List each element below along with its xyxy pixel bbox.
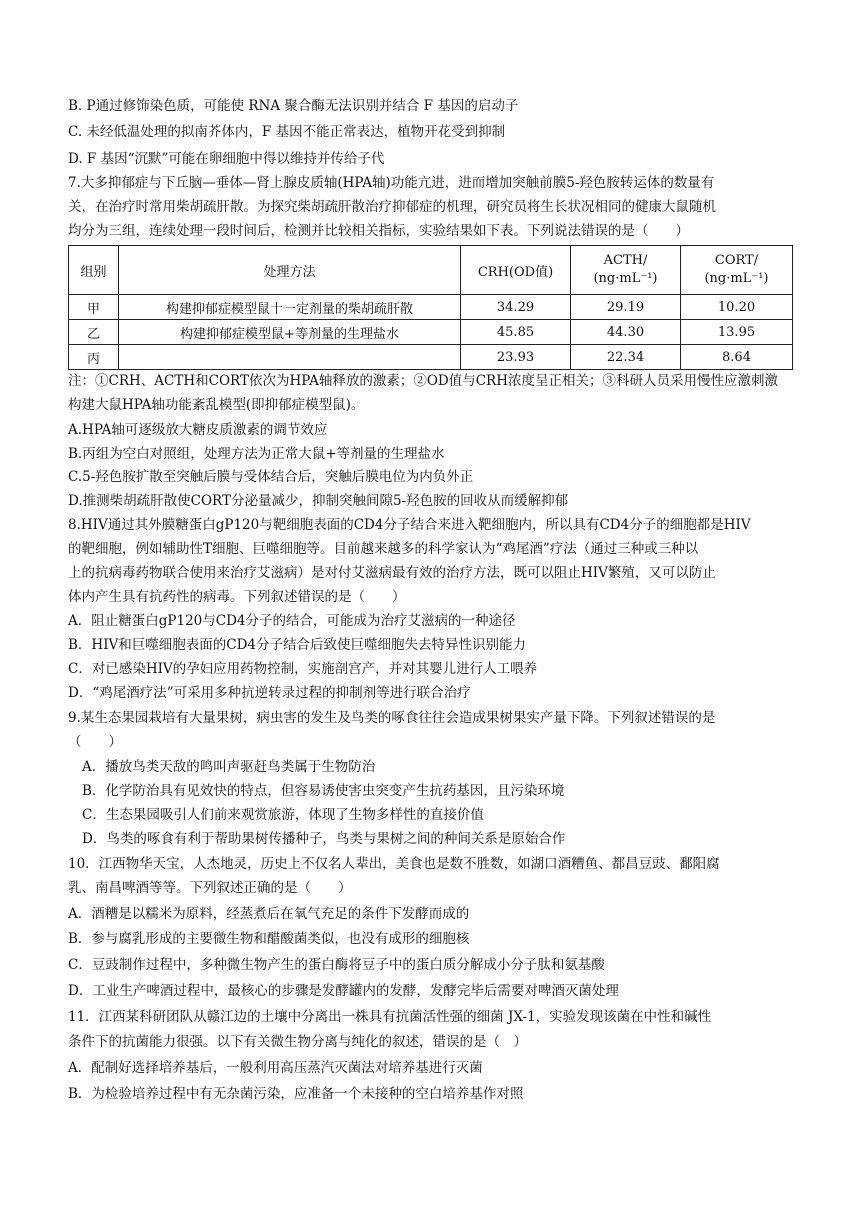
question-10-line: 乳、南昌啤酒等等。下列叙述正确的是（ ） [68,880,352,896]
option-line: A．阻止糖蛋白gP120与CD4分子的结合，可能成为治疗艾滋病的一种途径 [68,613,516,629]
question-11-line: 条件下的抗菌能力很强。以下有关微生物分离与纯化的叙述，错误的是（ ） [68,1034,527,1050]
cell-method [119,345,461,370]
table-row [69,345,793,370]
question-8-line: 上的抗病毒药物联合使用来治疗艾滋病）是对付艾滋病最有效的治疗方法，既可以阻止HIV繁殖，又可以防止 [68,565,716,581]
cell-group: 乙 [69,320,119,345]
cell-method: 构建抑郁症模型鼠+等剂量的生理盐水 [119,320,461,345]
cell-group: 甲 [69,295,119,320]
cell-group: 丙 [69,345,119,370]
cell-acth: 44.30 [571,320,681,345]
table-row [69,295,793,320]
cell-crh: 45.85 [461,320,571,345]
option-line: B. P通过修饰染色质，可能使 RNA 聚合酶无法识别并结合 F 基因的启动子 [68,98,519,114]
cell-crh: 23.93 [461,345,571,370]
option-line: A．配制好选择培养基后，一般利用高压蒸汽灭菌法对培养基进行灭菌 [68,1060,483,1076]
option-line: C.5-羟色胺扩散至突触后膜与受体结合后，突触后膜电位为内负外正 [68,469,474,485]
results-table [68,245,793,370]
question-8-line: 的靶细胞，例如辅助性T细胞、巨噬细胞等。目前越来越多的科学家认为“鸡尾酒”疗法（通过三种或三种以 [68,541,699,557]
question-9-line: 9.某生态果园栽培有大量果树，病虫害的发生及鸟类的啄食往往会造成果树果实产量下降。下列叙述错误的是 [68,710,716,726]
cell-crh: 34.29 [461,295,571,320]
option-line: C．对已感染HIV的孕妇应用药物控制，实施剖宫产，并对其婴儿进行人工喂养 [68,661,538,677]
option-line: A．酒糟是以糯米为原料，经蒸煮后在氧气充足的条件下发酵而成的 [68,906,470,922]
option-line: D．鸟类的啄食有利于帮助果树传播种子，鸟类与果树之间的种间关系是原始合作 [82,831,566,847]
table-note: 构建大鼠HPA轴功能紊乱模型(即抑郁症模型鼠)。 [68,397,365,413]
option-line: C. 未经低温处理的拟南芥体内，F 基因不能正常表达，植物开花受到抑制 [68,124,506,140]
option-line: B．化学防治具有见效快的特点，但容易诱使害虫突变产生抗药基因，且污染环境 [82,783,565,799]
option-line: B．为检验培养过程中有无杂菌污染，应准备一个未接种的空白培养基作对照 [68,1086,524,1102]
cell-acth: 22.34 [571,345,681,370]
option-line: A．播放鸟类天敌的鸣叫声驱赶鸟类属于生物防治 [82,759,376,775]
option-line: A.HPA轴可逐级放大糖皮质激素的调节效应 [68,422,328,438]
option-line: C．豆豉制作过程中，多种微生物产生的蛋白酶将豆子中的蛋白质分解成小分子肽和氨基酸 [68,957,605,973]
option-line: D．“鸡尾酒疗法”可采用多种抗逆转录过程的抑制剂等进行联合治疗 [68,685,471,701]
cell-cort: 10.20 [681,295,793,320]
option-line: D. F 基因“沉默”可能在卵细胞中得以维持并传给子代 [68,151,385,167]
option-line: B.丙组为空白对照组，处理方法为正常大鼠+等剂量的生理盐水 [68,446,445,462]
option-line: C．生态果园吸引人们前来观赏旅游，体现了生物多样性的直接价值 [82,807,484,823]
cell-acth: 29.19 [571,295,681,320]
cell-method: 构建抑郁症模型鼠十一定剂量的柴胡疏肝散 [119,295,461,320]
question-7-line: 7.大多抑郁症与下丘脑—垂体—肾上腺皮质轴(HPA轴)功能亢进，进而增加突触前膜5-羟色胺转运体的数量有 [68,175,715,191]
question-10-line: 10．江西物华天宝，人杰地灵，历史上不仅名人辈出，美食也是数不胜数，如湖口酒糟鱼、都昌豆豉、鄱阳腐 [68,856,720,872]
option-line: B．HIV和巨噬细胞表面的CD4分子结合后致使巨噬细胞失去特异性识别能力 [68,637,527,653]
question-7-line: 关，在治疗时常用柴胡疏肝散。为探究柴胡疏肝散治疗抑郁症的机理，研究员将生长状况相同的健康大鼠随机 [68,199,716,215]
question-8-line: 体内产生具有抗药性的病毒。下列叙述错误的是（ ） [68,589,406,605]
header-crh: CRH(OD值) [461,246,571,295]
question-7-line: 均分为三组，连续处理一段时间后，检测并比较相关指标，实验结果如下表。下列说法错误的是（ ） [68,223,689,239]
table-row [69,320,793,345]
header-acth: ACTH/ (ng·mL⁻¹) [571,246,681,295]
header-group: 组别 [69,246,119,295]
option-line: D．工业生产啤酒过程中，最核心的步骤是发酵罐内的发酵，发酵完毕后需要对啤酒灭菌处理 [68,983,619,999]
table-note: 注：①CRH、ACTH和CORT依次为HPA轴释放的激素；②OD值与CRH浓度呈正相关；③科研人员采用慢性应激刺激 [68,373,778,389]
option-line: B．参与腐乳形成的主要微生物和醋酸菌类似，也没有成形的细胞核 [68,931,470,947]
cell-cort: 13.95 [681,320,793,345]
option-line: D.推测柴胡疏肝散使CORT分泌量减少，抑制突触间隙5-羟色胺的回收从而缓解抑郁 [68,493,569,509]
question-8-line: 8.HIV通过其外膜糖蛋白gP120与靶细胞表面的CD4分子结合来进入靶细胞内，所以具有CD4分子的细胞都是HIV [68,517,751,533]
cell-cort: 8.64 [681,345,793,370]
question-9-line: （ ） [68,734,122,750]
header-method: 处理方法 [119,246,461,295]
table-header-row [69,246,793,295]
header-cort: CORT/ (ng·mL⁻¹) [681,246,793,295]
question-11-line: 11．江西某科研团队从赣江边的土壤中分离出一株具有抗菌活性强的细菌 JX-1，实验发现该菌在中性和碱性 [68,1009,712,1025]
